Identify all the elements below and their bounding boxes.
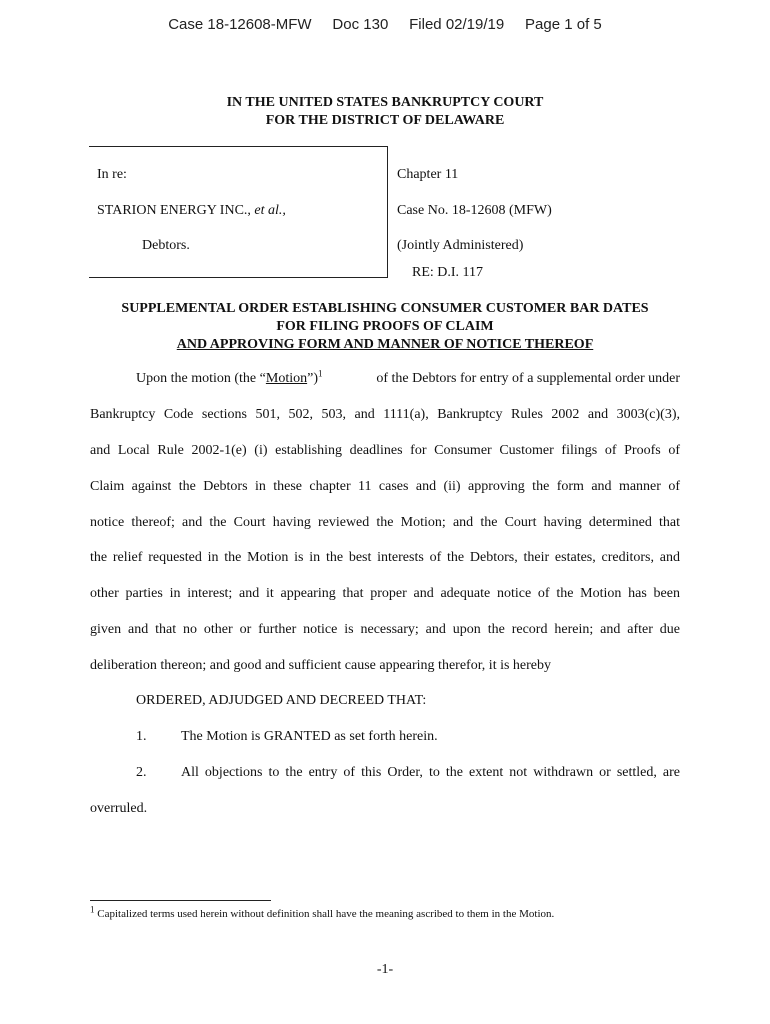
debtor-name: STARION ENERGY INC., — [97, 203, 255, 218]
body-line-6: the relief requested in the Motion is in the best interests of the Debtors, their estates, creditors, and — [90, 550, 680, 565]
caption-docket-reference: RE: D.I. 117 — [412, 265, 484, 280]
body-line-8: given and that no other or further notice is necessary; and upon the record herein; and after due — [90, 622, 680, 637]
motion-defined-term: Motion — [265, 371, 308, 386]
body-line-2: Bankruptcy Code sections 501, 502, 503, and 1111(a), Bankruptcy Rules 2002 and 3003(c)(3), — [90, 407, 680, 422]
caption-chapter: Chapter 11 — [397, 167, 459, 182]
paragraph-2-number: 2. — [136, 765, 147, 780]
order-title-line1: SUPPLEMENTAL ORDER ESTABLISHING CONSUMER CUSTOMER BAR DATES — [121, 301, 649, 316]
caption-debtors-label: Debtors. — [142, 238, 190, 253]
footnote-number: 1 — [90, 904, 95, 915]
court-name: IN THE UNITED STATES BANKRUPTCY COURT — [226, 95, 544, 110]
footnote-divider — [90, 900, 271, 901]
paragraph-2-text: All objections to the entry of this Order, to the extent not withdrawn or settled, are — [181, 765, 680, 780]
caption-in-re: In re: — [97, 167, 127, 182]
paragraph-1-text: The Motion is GRANTED as set forth herein. — [181, 729, 438, 744]
order-title-line3 — [0, 337, 770, 353]
order-title-line2: FOR FILING PROOFS OF CLAIM — [276, 319, 494, 334]
caption-debtor — [97, 203, 286, 219]
court-district: FOR THE DISTRICT OF DELAWARE — [265, 113, 505, 128]
order-title-line3-text: AND APPROVING FORM AND MANNER OF NOTICE THEREOF — [176, 337, 594, 352]
caption-jointly-administered: (Jointly Administered) — [397, 238, 524, 253]
body-line-3: and Local Rule 2002-1(e) (i) establishing deadlines for Consumer Customer filings of Proofs of — [90, 443, 680, 458]
body-line-7: other parties in interest; and it appearing that proper and adequate notice of the Motion has been — [90, 586, 680, 601]
body-line-5: notice thereof; and the Court having reviewed the Motion; and the Court having determined that — [90, 515, 680, 530]
page-number: -1- — [376, 962, 394, 977]
body-line-1-lead: Upon the motion (the “Motion”)$^1$ — [136, 368, 323, 386]
body-line-9: deliberation thereon; and good and sufficient cause appearing therefor, it is hereby — [90, 658, 552, 673]
debtor-et-al: et al., — [254, 203, 286, 218]
caption-case-number: Case No. 18-12608 (MFW) — [397, 203, 552, 218]
body-line-4: Claim against the Debtors in these chapter 11 cases and (ii) approving the form and manner of — [90, 479, 680, 494]
paragraph-2-continuation: overruled. — [90, 801, 148, 816]
case-header-stamp: Case 18-12608-MFW Doc 130 Filed 02/19/19 Page 1 of 5 — [168, 16, 602, 33]
footnote-ref: 1 — [318, 368, 323, 379]
paragraph-1-number: 1. — [136, 729, 147, 744]
body-line-1 — [136, 368, 680, 387]
footnote — [90, 904, 555, 920]
ordered-clause: ORDERED, ADJUDGED AND DECREED THAT: — [136, 693, 427, 708]
footnote-text: Capitalized terms used herein without definition shall have the meaning ascribed to them in the Motion. — [94, 908, 555, 920]
body-line-1-rest: of the Debtors for entry of a supplemental order under — [376, 371, 680, 386]
